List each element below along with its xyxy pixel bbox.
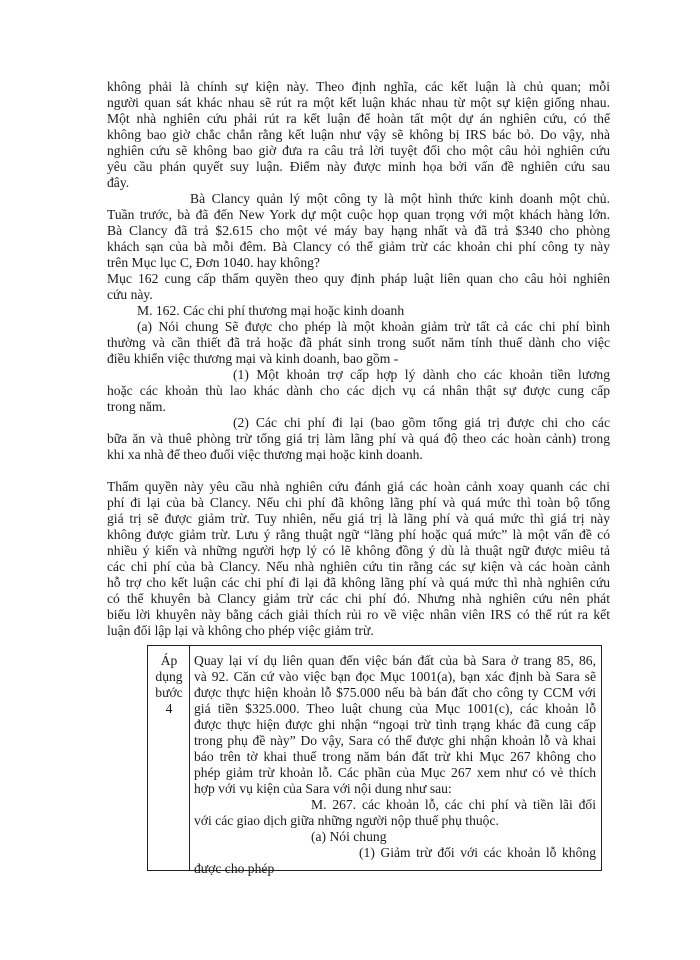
text-line: người quan sát khác nhau sẽ rút ra một kết luận khác nhau từ một sự kiện giống nhau. xyxy=(107,95,610,110)
m267-first: M. 267. các khoản lỗ, các chi phí và tiền lãi đối xyxy=(311,797,596,812)
text-line: phí đi lại của bà Clancy. Nếu chi phí đã không lãng phí và quá mức thì toàn bộ tổng xyxy=(107,495,610,510)
text-line: Tuần trước, bà đã đến New York dự một cuộc họp quan trọng với một khách hàng lớn. xyxy=(107,207,610,222)
text-line: không được giảm trừ. Lưu ý rằng thuật ngữ “lãng phí hoặc quá mức” là một vấn đề có xyxy=(107,527,610,542)
text-line: giá trị sẽ được giảm trừ. Tuy nhiên, nếu giá trị là lãng phí và quá mức thì giá trị này xyxy=(107,511,610,526)
text-line: yêu cầu phán quyết suy luận. Điểm này được minh họa bởi vấn đề nghiên cứu sau xyxy=(107,159,610,174)
text-line: đây. xyxy=(107,175,130,190)
m267-line: với các giao dịch giữa những người nộp thuế phụ thuộc. xyxy=(194,813,499,828)
text-line: khi xa nhà để theo đuổi việc thương mại hoặc kinh doanh. xyxy=(107,447,423,462)
text-line: hỗ trợ cho kết luận các chi phí đi lại đã không lãng phí và quá mức thì nhà nghiên cứu xyxy=(107,575,610,590)
m162-a xyxy=(107,335,610,367)
apply-step-4-box xyxy=(147,645,602,876)
text-line: báo trên tờ khai thuế trong năm bán đất trừ khi Mục 267 không cho xyxy=(194,749,596,764)
text-line: Mục 162 cung cấp thẩm quyền theo quy định pháp luật liên quan cho câu hỏi nghiên xyxy=(107,271,610,286)
text-line: dụng xyxy=(155,669,183,684)
text-line: khách sạn của bà mỗi đêm. Bà Clancy có thể giảm trừ các khoản chi phí công ty này xyxy=(107,239,610,254)
paragraph-intro xyxy=(107,79,610,191)
text-line: điều khiển việc thương mại và kinh doanh, bao gồm - xyxy=(107,351,399,366)
text-line: trong năm. xyxy=(107,399,166,414)
text-line: Bà Clancy đã trả $2.615 cho một vé máy bay hạng nhất và đã trả $340 cho phòng xyxy=(107,223,610,238)
text-line: không phải là chính sự kiện này. Theo định nghĩa, các kết luận là chủ quan; mỗi xyxy=(107,79,610,94)
text-line: bữa ăn và thuê phòng trừ tổng giá trị làm lãng phí và quá độ theo các hoàn cảnh) trong xyxy=(107,431,610,446)
step-content xyxy=(194,653,596,877)
document-page xyxy=(107,79,610,639)
text-line: phép giảm trừ khoản lỗ. Các phần của Mục 267 xem như có vẻ thích xyxy=(194,765,596,780)
text-line: có thể khuyên bà Clancy giảm trừ các chi phí đó. Nhưng nhà nghiên cứu nên phát xyxy=(107,591,610,606)
text-line: các chi phí của bà Clancy. Nếu nhà nghiên cứu tin rằng các sự kiện và các hoàn cảnh xyxy=(107,559,610,574)
step-text xyxy=(194,653,596,797)
m162-title: M. 162. Các chi phí thương mại hoặc kinh doanh xyxy=(137,303,405,318)
text-line: luận đối lập lại và không cho phép việc giảm trừ. xyxy=(107,623,374,638)
step-label xyxy=(148,653,190,717)
text-line: không bao giờ chắc chắn rằng kết luận như vậy sẽ không bị IRS bác bỏ. Do vậy, nhà xyxy=(107,127,610,142)
text-line: trong phụ đề này” Do vậy, Sara có thể được ghi nhận khoản lỗ và khai xyxy=(194,733,596,748)
text-line: cứu này. xyxy=(107,287,153,302)
text-line: hoặc các khoản thù lao khác dành cho các dịch vụ cá nhân thật sự được cung cấp xyxy=(107,383,610,398)
text-line: bước xyxy=(155,685,183,700)
text-line: được thực hiện được ghi nhận “ngoại trừ tình trạng khác đã cung cấp xyxy=(194,717,596,732)
m162-a-first: (a) Nói chung Sẽ được cho phép là một khoản giảm trừ tất cả các chi phí bình xyxy=(137,319,610,334)
m162-2 xyxy=(107,431,610,463)
text-line: trên Mục lục C, Đơn 1040. hay không? xyxy=(107,255,320,270)
text-line: hợp với vụ kiện của Sara với nội dung như sau: xyxy=(194,781,452,796)
text-line: Một nhà nghiên cứu phải rút ra kết luận để hoàn tất một dự án nghiên cứu, có thể xyxy=(107,111,610,126)
text-line: Thẩm quyền này yêu cầu nhà nghiên cứu đánh giá các hoàn cảnh xoay quanh các chi xyxy=(107,479,610,494)
text-line: và 92. Căn cứ vào việc bạn đọc Mục 1001(a), bạn xác định bà Sara sẽ xyxy=(194,669,596,684)
paragraph-section-162 xyxy=(107,271,610,303)
m267-a: (a) Nói chung xyxy=(311,829,387,844)
m162-1-first: (1) Một khoản trợ cấp hợp lý dành cho các khoản tiền lương xyxy=(233,367,610,382)
text-line: Quay lại ví dụ liên quan đến việc bán đất của bà Sara ở trang 85, 86, xyxy=(194,653,596,668)
m162-2-first: (2) Các chi phí đi lại (bao gồm tổng giá trị được chi cho các xyxy=(233,415,610,430)
text-line: nghiên cứu sẽ không bao giờ đưa ra câu trả lời tuyệt đối cho một câu hỏi nghiên cứu xyxy=(107,143,610,158)
text-line: Áp xyxy=(160,653,178,668)
column-divider xyxy=(189,646,190,870)
text-line: 4 xyxy=(165,701,173,716)
text-line: biểu lời khuyên này bằng cách giải thích rủi ro về việc nhân viên IRS có thể rút ra kết xyxy=(107,607,610,622)
text-line: giá tiền $325.000. Theo luật chung của Mục 1001(c), các khoản lỗ xyxy=(194,701,596,716)
paragraph-clancy xyxy=(107,207,610,271)
text-line: thường và cần thiết đã trả hoặc đã phát sinh trong suốt năm tính thuế dành cho việc xyxy=(107,335,610,350)
text-line: nhiều ý kiến và những người hợp lý có lẽ không đồng ý dù là thuật ngữ được miêu tả xyxy=(107,543,610,558)
text-line: được thực hiện khoản lỗ $75.000 nếu bà bán đất cho công ty CCM với xyxy=(194,685,596,700)
m162-1 xyxy=(107,383,610,415)
m267-1: được cho phép xyxy=(194,861,275,876)
paragraph-authority xyxy=(107,479,610,639)
clancy-first-line: Bà Clancy quản lý một công ty là một hình thức kinh doanh một chủ. xyxy=(190,191,610,206)
m267-1-first: (1) Giảm trừ đối với các khoản lỗ không xyxy=(359,845,596,860)
